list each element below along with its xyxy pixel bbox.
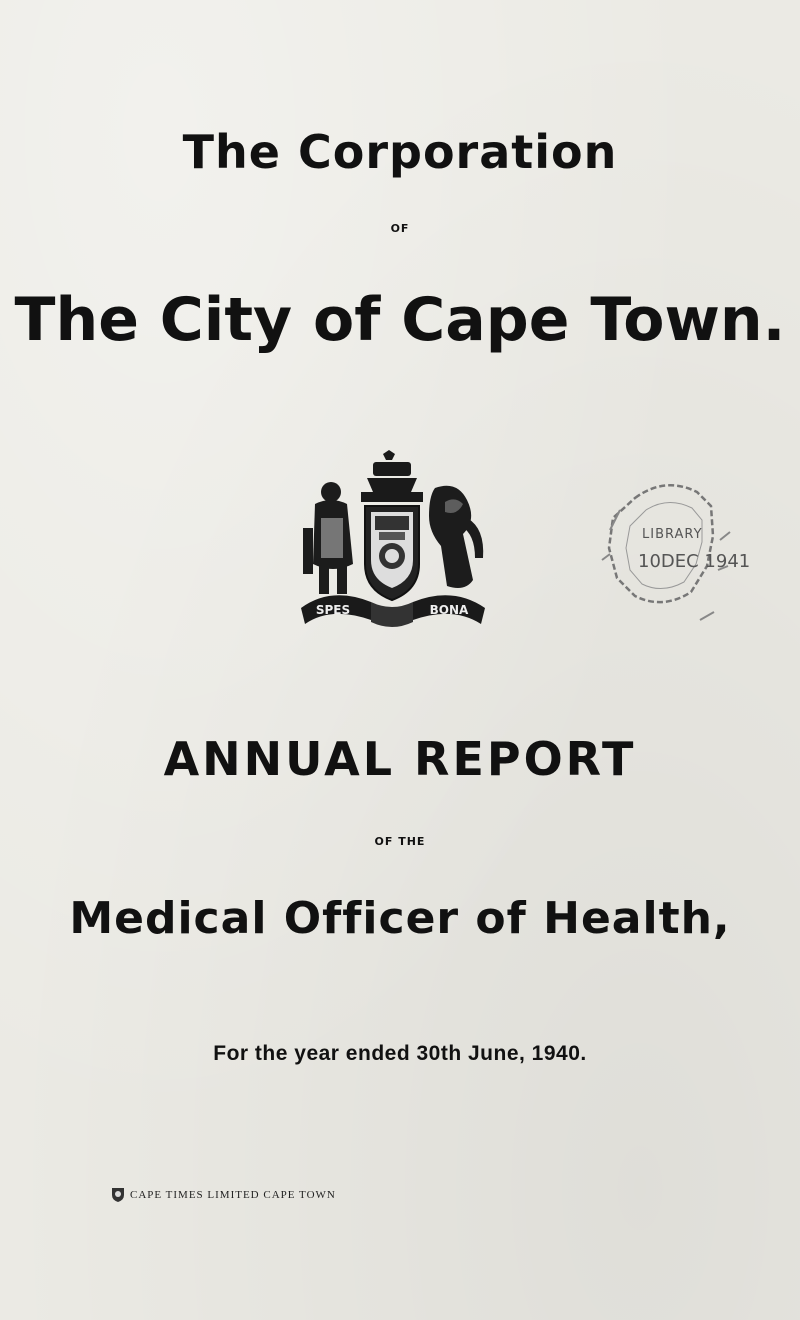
printer-imprint: CAPE TIMES LIMITED CAPE TOWN (130, 1189, 336, 1201)
motto-right: BONA (429, 603, 469, 617)
city-coat-of-arms-icon (295, 448, 490, 638)
library-stamp-date: 10DEC 1941 (638, 551, 751, 572)
printer-crest-icon (111, 1186, 125, 1202)
medical-officer-title: Medical Officer of Health, (69, 893, 731, 944)
annual-report-title: ANNUAL REPORT (163, 732, 637, 786)
motto-left: SPES (315, 603, 351, 617)
of-label: OF (390, 222, 410, 235)
city-title: The City of Cape Town. (14, 285, 786, 355)
library-stamp-label: LIBRARY (642, 527, 703, 542)
report-period: For the year ended 30th June, 1940. (213, 1042, 587, 1065)
corporation-title: The Corporation (182, 125, 618, 179)
of-the-label: OF THE (374, 835, 426, 848)
